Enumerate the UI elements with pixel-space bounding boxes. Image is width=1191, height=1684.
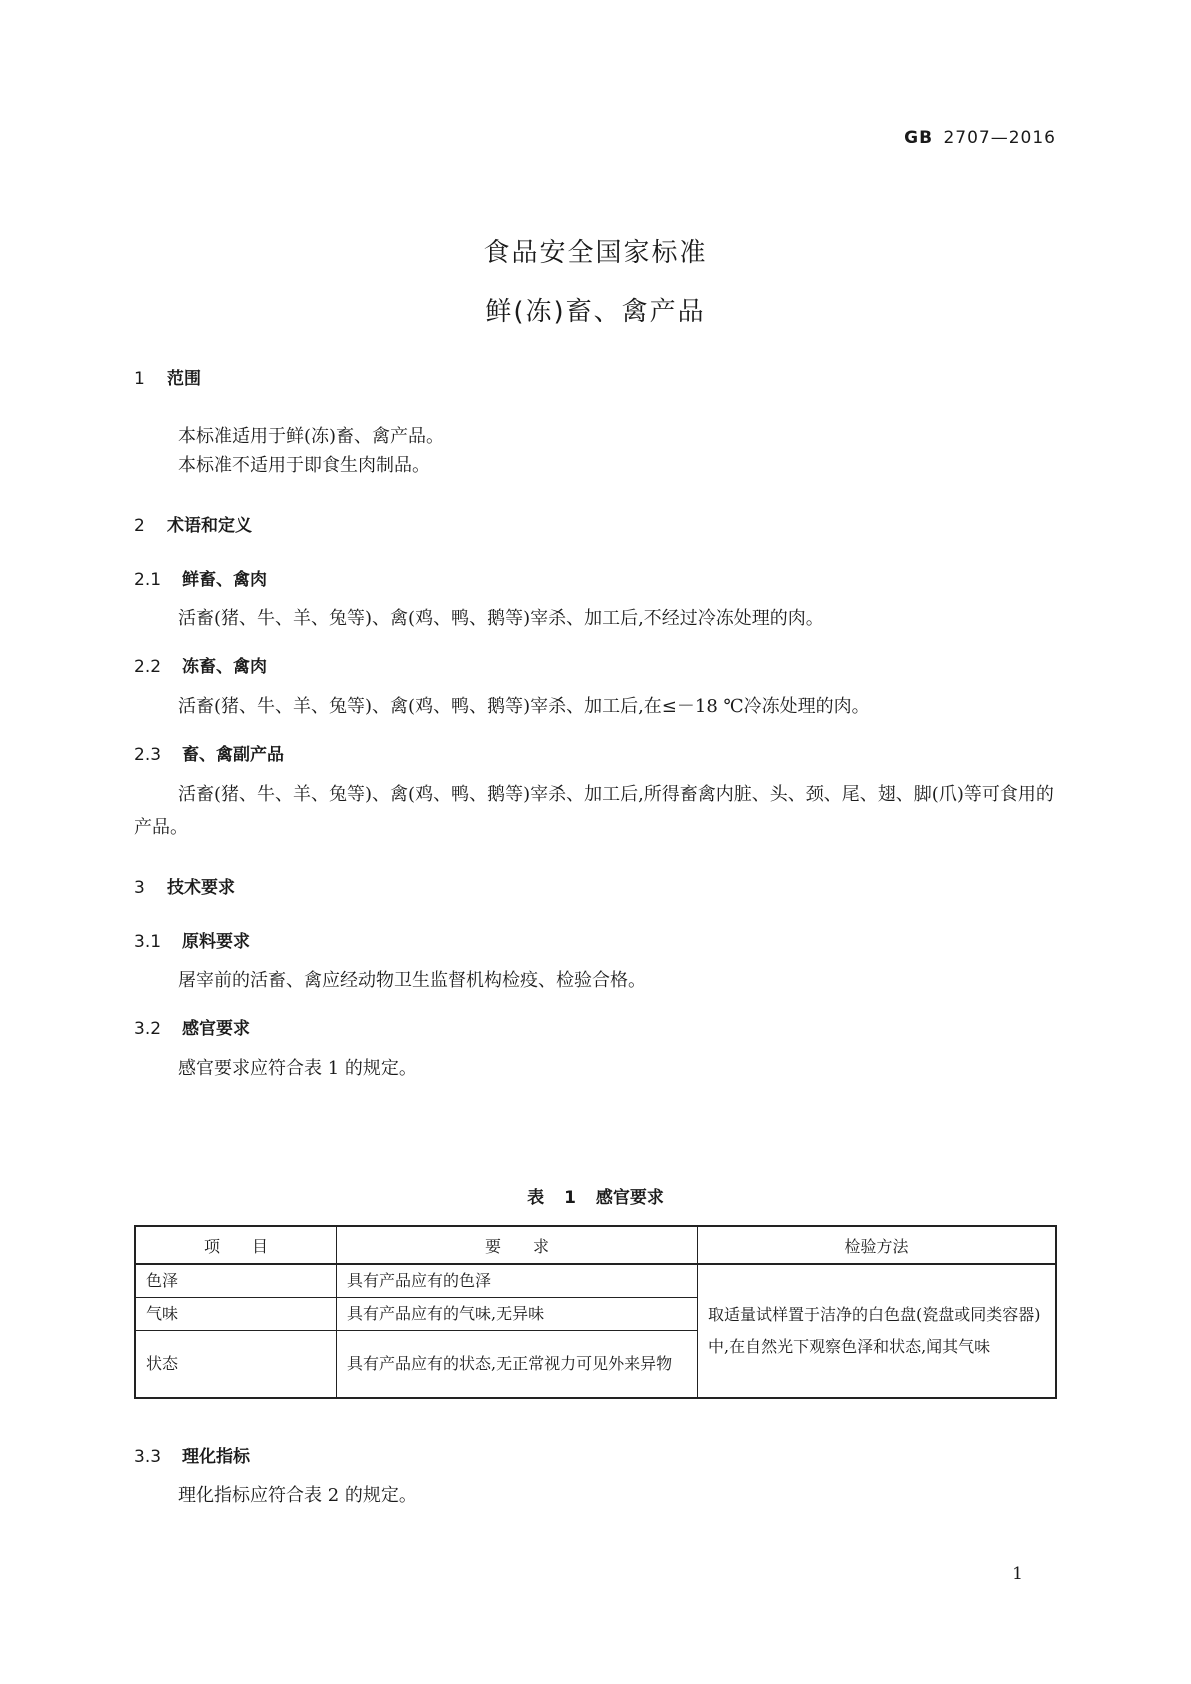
section-2-1-text: 活畜(猪、牛、羊、兔等)、禽(鸡、鸭、鹅等)宰杀、加工后,不经过冷冻处理的肉。	[178, 608, 824, 629]
section-1-paragraph-1: 本标准适用于鲜(冻)畜、禽产品。	[178, 426, 445, 447]
table-cell-item: 色泽	[135, 1264, 337, 1298]
section-number: 2.1	[134, 570, 162, 590]
standard-code	[904, 128, 1056, 148]
table-1-caption: 表 1 感官要求	[527, 1188, 664, 1208]
standard-prefix: GB	[904, 128, 934, 148]
page-number: 1	[1012, 1564, 1023, 1584]
section-title: 感官要求	[182, 1019, 250, 1039]
section-number: 3.3	[134, 1447, 162, 1467]
section-2-3-heading	[134, 740, 284, 765]
section-2-heading	[134, 511, 252, 536]
section-number: 3.2	[134, 1019, 162, 1039]
section-3-1-heading	[134, 927, 250, 952]
section-2-1-heading	[134, 565, 267, 590]
section-title: 鲜畜、禽肉	[182, 570, 267, 590]
section-title: 冻畜、禽肉	[182, 657, 267, 677]
section-number: 2.3	[134, 745, 162, 765]
table-header-method: 检验方法	[698, 1226, 1057, 1264]
document-subtitle: 鲜(冻)畜、禽产品	[485, 297, 706, 327]
section-title: 范围	[167, 369, 201, 389]
section-title: 畜、禽副产品	[182, 745, 284, 765]
section-3-3-heading	[134, 1442, 250, 1467]
table-cell-requirement: 具有产品应有的气味,无异味	[337, 1298, 698, 1331]
table-header-item: 项 目	[135, 1226, 337, 1264]
section-1-heading	[134, 364, 201, 389]
section-2-2-text: 活畜(猪、牛、羊、兔等)、禽(鸡、鸭、鹅等)宰杀、加工后,在≤－18 ℃冷冻处理的肉。	[178, 696, 870, 717]
section-3-3-text: 理化指标应符合表 2 的规定。	[178, 1485, 417, 1506]
section-1-paragraph-2: 本标准不适用于即食生肉制品。	[178, 455, 430, 476]
section-2-2-heading	[134, 652, 267, 677]
table-header-row	[135, 1226, 1056, 1264]
table-cell-item: 气味	[135, 1298, 337, 1331]
table-header-requirement: 要 求	[337, 1226, 698, 1264]
table-cell-requirement: 具有产品应有的状态,无正常视力可见外来异物	[337, 1331, 698, 1399]
section-3-2-text: 感官要求应符合表 1 的规定。	[178, 1058, 417, 1079]
section-3-heading	[134, 873, 235, 898]
table-cell-item: 状态	[135, 1331, 337, 1399]
section-number: 3.1	[134, 932, 162, 952]
section-number: 2.2	[134, 657, 162, 677]
section-3-1-text: 屠宰前的活畜、禽应经动物卫生监督机构检疫、检验合格。	[178, 970, 646, 991]
table-cell-method: 取适量试样置于洁净的白色盘(瓷盘或同类容器)中,在自然光下观察色泽和状态,闻其气味	[698, 1264, 1057, 1398]
section-number: 1	[134, 369, 145, 389]
section-title: 原料要求	[182, 932, 250, 952]
section-number: 3	[134, 878, 145, 898]
section-2-3-text: 活畜(猪、牛、羊、兔等)、禽(鸡、鸭、鹅等)宰杀、加工后,所得畜禽内脏、头、颈、尾、翅、脚(爪)等可食用的产品。	[134, 784, 1054, 838]
sensory-requirements-table	[134, 1225, 1057, 1399]
document-title: 食品安全国家标准	[483, 238, 708, 268]
section-title: 理化指标	[182, 1447, 250, 1467]
table-cell-requirement: 具有产品应有的色泽	[337, 1264, 698, 1298]
section-title: 技术要求	[167, 878, 235, 898]
section-title: 术语和定义	[167, 516, 252, 536]
section-3-2-heading	[134, 1014, 250, 1039]
section-number: 2	[134, 516, 145, 536]
table-row	[135, 1264, 1056, 1298]
standard-number: 2707—2016	[943, 128, 1056, 148]
